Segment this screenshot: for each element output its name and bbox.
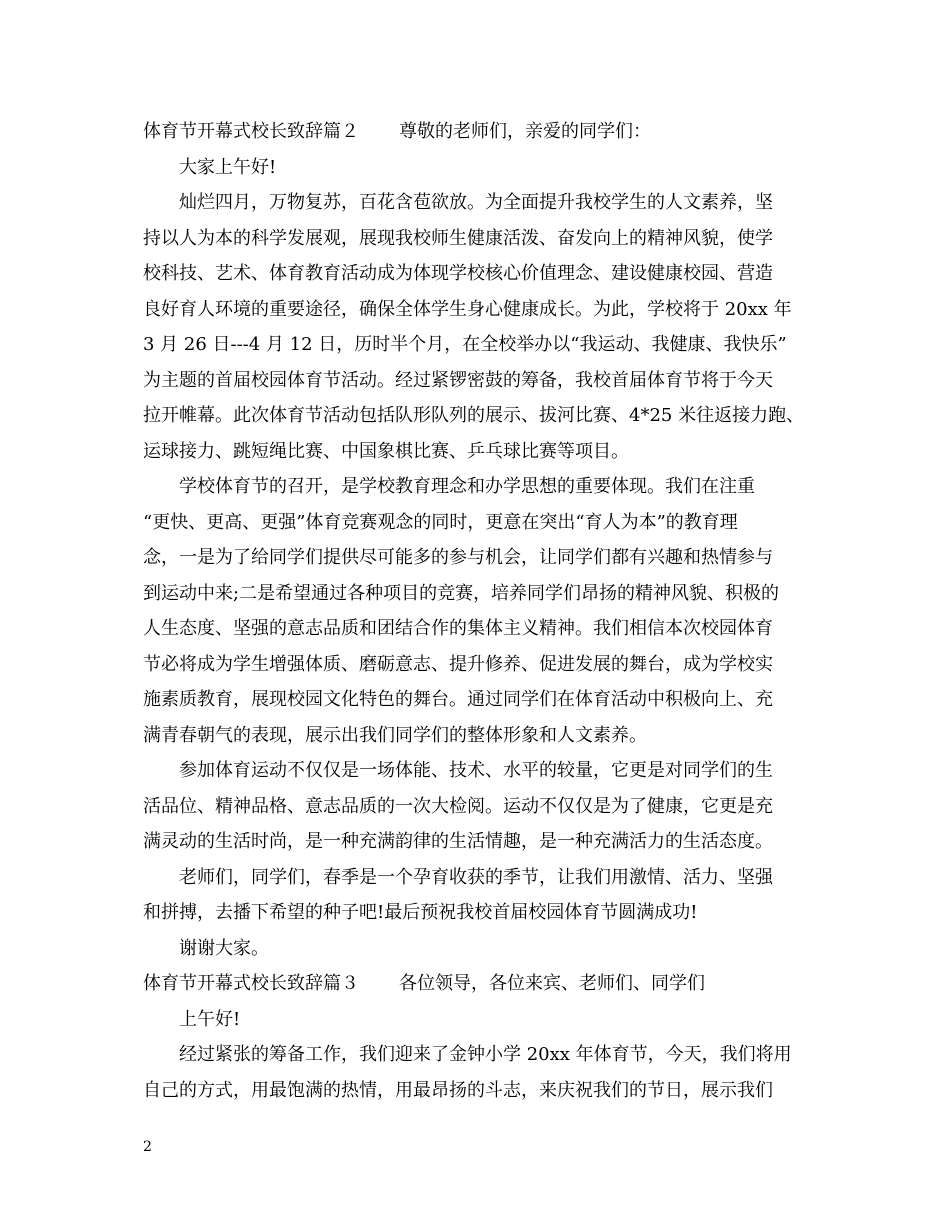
paragraph-first-line: 大家上午好!: [179, 156, 277, 178]
paragraph-first-line: 灿烂四月，万物复苏，百花含苞欲放。为全面提升我校学生的人文素养，坚: [179, 192, 773, 213]
paragraph-line: “更快、更高、更强”体育竞赛观念的同时，更意在突出“育人为本”的教育理: [143, 511, 738, 533]
salutation: 各位领导，各位来宾、老师们、同学们: [399, 973, 705, 994]
paragraph-line: 良好育人环境的重要途径，确保全体学生身心健康成长。为此，学校将于 20xx 年: [143, 298, 792, 320]
paragraph-first-line: 经过紧张的筹备工作，我们迎来了金钟小学 20xx 年体育节，今天，我们将用: [179, 1044, 792, 1065]
paragraph-line: 人生态度、坚强的意志品质和团结合作的集体主义精神。我们相信本次校园体育: [143, 618, 773, 639]
paragraph-line: 到运动中来;二是希望通过各种项目的竞赛，培养同学们昂扬的精神风貌、积极的: [143, 582, 780, 604]
paragraph-line: 活品位、精神品格、意志品质的一次大检阅。运动不仅仅是为了健康，它更是充: [143, 795, 773, 817]
paragraph-first-line: 参加体育运动不仅仅是一场体能、技术、水平的较量，它更是对同学们的生: [179, 760, 773, 781]
paragraph-line: 3 月 26 日---4 月 12 日，历时半个月，在全校举办以“我运动、我健康、我快乐”: [143, 334, 787, 355]
paragraph-first-line: 上午好!: [179, 1008, 241, 1030]
paragraph-first-line: 谢谢大家。: [179, 937, 269, 959]
paragraph-line: 自己的方式，用最饱满的热情，用最昂扬的斗志，来庆祝我们的节日，展示我们: [143, 1079, 773, 1101]
paragraph-line: 拉开帷幕。此次体育节活动包括队形队列的展示、拔河比赛、4*25 米往返接力跑、: [143, 405, 805, 426]
document-body: [143, 114, 833, 1108]
paragraph-first-line: 老师们，同学们，春季是一个孕育收获的季节，让我们用激情、活力、坚强: [179, 866, 773, 888]
section-heading-line: [143, 966, 833, 1002]
page-number: 2: [143, 1139, 152, 1155]
paragraph-line: 满青春朝气的表现，展示出我们同学们的整体形象和人文素养。: [143, 724, 647, 746]
paragraph-line: 和拼搏，去播下希望的种子吧!最后预祝我校首届校园体育节圆满成功!: [143, 902, 698, 923]
section-title: 体育节开幕式校长致辞篇３: [143, 973, 359, 994]
section-title: 体育节开幕式校长致辞篇２: [143, 121, 359, 142]
paragraph-line: 念，一是为了给同学们提供尽可能多的参与机会，让同学们都有兴趣和热情参与: [143, 547, 773, 568]
paragraph-line: 校科技、艺术、体育教育活动成为体现学校核心价值理念、建设健康校园、营造: [143, 263, 773, 284]
paragraph-first-line: 学校体育节的召开，是学校教育理念和办学思想的重要体现。我们在注重: [179, 476, 755, 497]
paragraph-line: 节必将成为学生增强体质、磨砺意志、提升修养、促进发展的舞台，成为学校实: [143, 653, 773, 675]
paragraph-line: 持以人为本的科学发展观，展现我校师生健康活泼、奋发向上的精神风貌，使学: [143, 227, 773, 249]
paragraph-line: 施素质教育，展现校园文化特色的舞台。通过同学们在体育活动中积极向上、充: [143, 689, 773, 710]
salutation: 尊敬的老师们，亲爱的同学们：: [399, 121, 651, 142]
paragraph-line: 满灵动的生活时尚，是一种充满韵律的生活情趣，是一种充满活力的生活态度。: [143, 831, 773, 852]
paragraph-line: 为主题的首届校园体育节活动。经过紧锣密鼓的筹备，我校首届体育节将于今天: [143, 369, 773, 391]
paragraph-line: 运球接力、跳短绳比赛、中国象棋比赛、乒乓球比赛等项目。: [143, 440, 629, 462]
section-heading-line: [143, 114, 833, 150]
